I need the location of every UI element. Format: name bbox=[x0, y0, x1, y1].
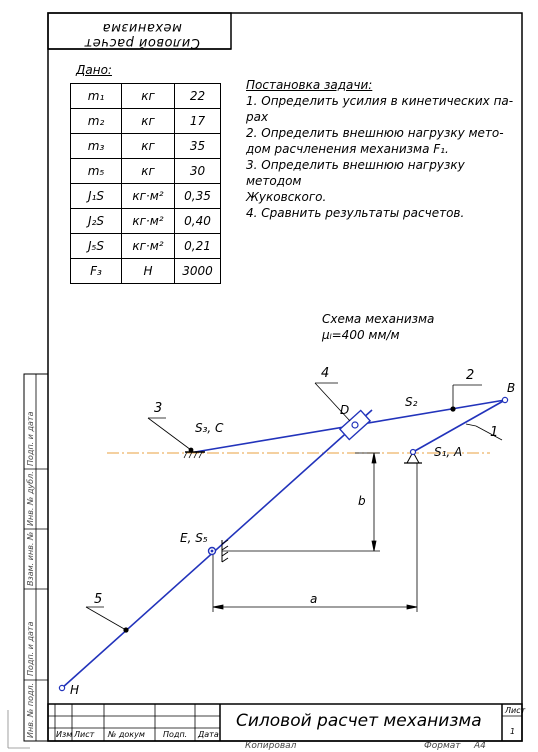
table-row: m₂ кг 17 bbox=[71, 109, 221, 134]
tb-col-doc: № докум bbox=[108, 730, 145, 739]
joint-H bbox=[59, 685, 64, 690]
ground-A bbox=[404, 450, 422, 464]
label-link-1: 1 bbox=[490, 425, 499, 440]
label-S3C: S₃, C bbox=[195, 421, 224, 435]
tb-col-date: Дата bbox=[198, 730, 219, 739]
table-row: J₂S кг·м² 0,40 bbox=[71, 209, 221, 234]
label-ES5: E, S₅ bbox=[180, 531, 208, 545]
label-link-2: 2 bbox=[466, 368, 475, 383]
label-link-5: 5 bbox=[94, 592, 103, 607]
task-block bbox=[246, 77, 518, 221]
task-line: рах bbox=[246, 110, 269, 124]
task-line: дом расчленения механизма F₁. bbox=[246, 142, 449, 156]
task-line: 1. Определить усилия в кинетических па- bbox=[246, 94, 514, 108]
tb-col-list: Лист bbox=[74, 730, 95, 739]
link-5-line bbox=[62, 410, 372, 688]
side-label: Подп. и дата bbox=[26, 411, 35, 466]
dimensions bbox=[213, 453, 417, 612]
tb-col-sign: Подп. bbox=[163, 730, 188, 739]
label-H: H bbox=[70, 683, 80, 697]
tb-title: Силовой расчет механизма bbox=[236, 711, 482, 731]
label-S1A: S₁, A bbox=[434, 445, 463, 459]
table-row: J₅S кг·м² 0,21 bbox=[71, 234, 221, 259]
given-table bbox=[70, 83, 221, 284]
side-label: Подп. и дата bbox=[26, 621, 35, 676]
footer-format: Формат bbox=[424, 741, 461, 751]
task-line: Жуковского. bbox=[246, 190, 327, 204]
side-label: Инв. № подл. bbox=[26, 682, 35, 738]
task-line: 2. Определить внешнюю нагрузку мето- bbox=[246, 126, 504, 140]
scheme-title: Схема механизма bbox=[322, 312, 435, 326]
label-b: b bbox=[358, 494, 366, 508]
leaders bbox=[86, 383, 502, 630]
table-row: m₅ кг 30 bbox=[71, 159, 221, 184]
footer-format-value: А4 bbox=[474, 741, 486, 751]
tb-sheet-num: 1 bbox=[510, 727, 516, 736]
stamp-text: Силовой расчет механизма bbox=[84, 20, 200, 50]
task-line: 4. Сравнить результаты расчетов. bbox=[246, 206, 465, 220]
footer-copied: Копировал bbox=[245, 741, 297, 751]
task-title: Постановка задачи: bbox=[246, 78, 373, 92]
table-row: m₁ кг 22 bbox=[71, 84, 221, 109]
label-link-3: 3 bbox=[154, 401, 163, 416]
joint-D bbox=[352, 422, 358, 428]
tb-col-izm: Изм bbox=[56, 730, 73, 739]
table-row: m₃ кг 35 bbox=[71, 134, 221, 159]
tb-sheet-label: Лист bbox=[505, 706, 526, 715]
table-row: F₃ Н 3000 bbox=[71, 259, 221, 284]
mechanism bbox=[62, 400, 505, 688]
table-row: J₁S кг·м² 0,35 bbox=[71, 184, 221, 209]
label-D: D bbox=[340, 403, 350, 417]
label-S2: S₂ bbox=[405, 395, 418, 409]
scheme-scale: μₗ=400 мм/м bbox=[322, 328, 400, 342]
label-B: B bbox=[507, 381, 516, 395]
joint-B bbox=[502, 397, 507, 402]
label-link-4: 4 bbox=[321, 366, 330, 381]
side-label: Взам. инв. № bbox=[26, 531, 35, 586]
given-title: Дано: bbox=[76, 63, 112, 77]
side-label: Инв. № дубл. bbox=[26, 471, 35, 526]
label-a: a bbox=[310, 592, 318, 606]
task-line: 3. Определить внешнюю нагрузку методом bbox=[246, 158, 465, 188]
